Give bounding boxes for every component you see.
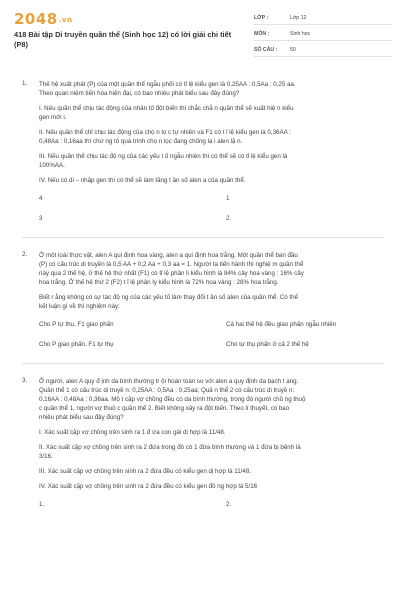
question-text-line: Quần thể 1 có cấu trúc di truyề n: 0,25AA : 0,5Aa : 0,25aa; Quầ n thể 2 có cấu trúc di truyề n:	[39, 387, 295, 394]
question-divider	[22, 237, 384, 238]
meta-label: SỐ CÂU :	[254, 47, 278, 53]
question-text-line: 0,48Aa : 0,16aa thì chứ ng tỏ quá trình chọ n lọc đang chống lạ i alen lặ n.	[39, 138, 243, 145]
question-text-line: 3/16.	[39, 453, 53, 460]
meta-label: LỚP :	[254, 15, 269, 21]
question-text-line: Thế hệ xuất phát (P) của một quần thể ngẫu phối có tỉ lệ kiểu gen là 0,25AA : 0,5Aa : 0,25 aa.	[39, 81, 296, 88]
question-text-line: hoa trắng. Ở thế hệ thứ 2 (F2) t ỉ lệ phân ly kiểu hình là 72% hoa vàng : 28% hoa trắng.	[39, 279, 279, 286]
question-text-line: IV. Xác suất cặp vợ chồng trên sinh ra 2 đứa đều có kiểu gen đồ ng hợp là 5/16	[39, 483, 258, 490]
site-logo[interactable]	[14, 10, 72, 28]
answer-option[interactable]: 3	[39, 215, 43, 222]
question-text-line: nhiêu phát biểu sau đây đúng?	[39, 414, 124, 421]
meta-value: Lớp 12	[290, 15, 307, 21]
question-text-line: Ở một loài thực vật, alen A qui định hoa vàng, alen a qui định hoa trắng. Một quần thể ban đầu	[39, 252, 298, 259]
document-meta	[254, 12, 392, 60]
question-text-line: IV. Nếu có di – nhập gen thì có thể sẽ làm tăng t ần số alen a của quần thể.	[39, 177, 246, 184]
question-number: 1.	[22, 80, 28, 87]
meta-row-count	[254, 44, 392, 57]
meta-row-subject	[254, 28, 392, 41]
question-divider	[22, 363, 384, 364]
answer-option[interactable]: Cả hai thế hệ đều giao phấn ngẫu nhiên	[226, 321, 337, 328]
question-number: 3.	[22, 377, 28, 384]
answer-option[interactable]: Cho P tự thụ, F1 giao phấn	[39, 321, 114, 328]
question-text-line: Biết r ằng không có sự tác độ ng của các yếu tố làm thay đổi t ần số alen của quần thể. Có thể	[39, 294, 299, 301]
question-text-line: c quần thể 1, người vợ thuộ c quần thể 2. Biết không xảy ra đột biến. Theo lí thuyết, có bao	[39, 405, 290, 412]
question-text-line: này qua 2 thế hệ, ở thế hệ thứ nhất (F1) có tỉ lệ phân li kiểu hình là 84% cây hoa vàng : 16% cây	[39, 270, 304, 277]
question-text-line: Ở người, alen A quy đ ịnh da bình thường tr ội hoàn toàn so với alen a quy định da bạch t ạng.	[39, 378, 299, 385]
question-text-line: I. Xác suất cặp vợ chồng trên sinh ra 1 đ ứa con gái dị hợp là 11/48.	[39, 429, 226, 436]
question-text-line: (P) có cấu trúc di truyền là 0,5 AA + 0,2 Aa + 0,3 aa = 1. Người ta tiến hành thí nghiệ m quần thể	[39, 261, 304, 268]
question-text-line: II. Nếu quần thể chỉ chịu tác động của chọ n lọ c tự nhiên và F1 có t ỉ lệ kiểu gen là 0,36AA :	[39, 129, 291, 136]
question-text-line: III. Nếu quần thể chịu tác độ ng của các yếu t ố ngẫu nhiên thì có thể sẽ có tỉ lệ kiểu gen là	[39, 153, 288, 160]
logo-tld: .vn	[58, 15, 73, 24]
document-title: 418 Bài tập Di truyền quần thể (Sinh học 12) có lời giải chi tiết (P8)	[14, 30, 232, 49]
question-number: 2.	[22, 251, 28, 258]
meta-row-class	[254, 12, 392, 25]
meta-value: Sinh học	[290, 31, 311, 37]
question-text-line: gen mới i.	[39, 114, 67, 121]
answer-option[interactable]: 2.	[226, 501, 232, 508]
answer-option[interactable]: 1	[226, 195, 230, 202]
answer-option[interactable]: 1.	[39, 501, 45, 508]
question-text-line: Theo quan niệm tiến hóa hiện đại, có bao nhiêu phát biểu sau đây đúng?	[39, 90, 240, 97]
meta-value: 50	[290, 47, 296, 53]
answer-option[interactable]: Cho P giao phấn, F1 tự thụ	[39, 341, 114, 348]
question-text-line: III. Xác suất cặp vợ chồng trên sinh ra 2 đứa đều có kiểu gen dị hợp là 11/48.	[39, 468, 251, 475]
question-text-line: kết luận gì về thí nghiệm này:	[39, 303, 120, 310]
answer-option[interactable]: Cho tự thụ phấn ở cả 2 thế hệ	[226, 341, 309, 348]
question-text-line: 0,16AA : 0,48Aa : 0,36aa. Mộ t cặp vợ chồng đều có da bình thường, trong đó người chồ ng thuộ	[39, 396, 306, 403]
question-text-line: I. Nếu quần thể chịu tác động của nhân tố đột biến thì chắc chắ n quần thể sẽ xuất hiệ n kiểu	[39, 105, 294, 112]
logo-brand: 2048	[14, 10, 58, 28]
answer-option[interactable]: 4	[39, 195, 43, 202]
meta-label: MÔN :	[254, 31, 270, 37]
question-text-line: II. Xác suất cặp vợ chồng trên sinh ra 2 đứa trong đó có 1 đứa bình thường và 1 đứa bị bệnh là	[39, 444, 301, 451]
page-header	[0, 0, 400, 60]
question-text-line: 100%AA.	[39, 162, 65, 169]
answer-option[interactable]: 2.	[226, 215, 232, 222]
